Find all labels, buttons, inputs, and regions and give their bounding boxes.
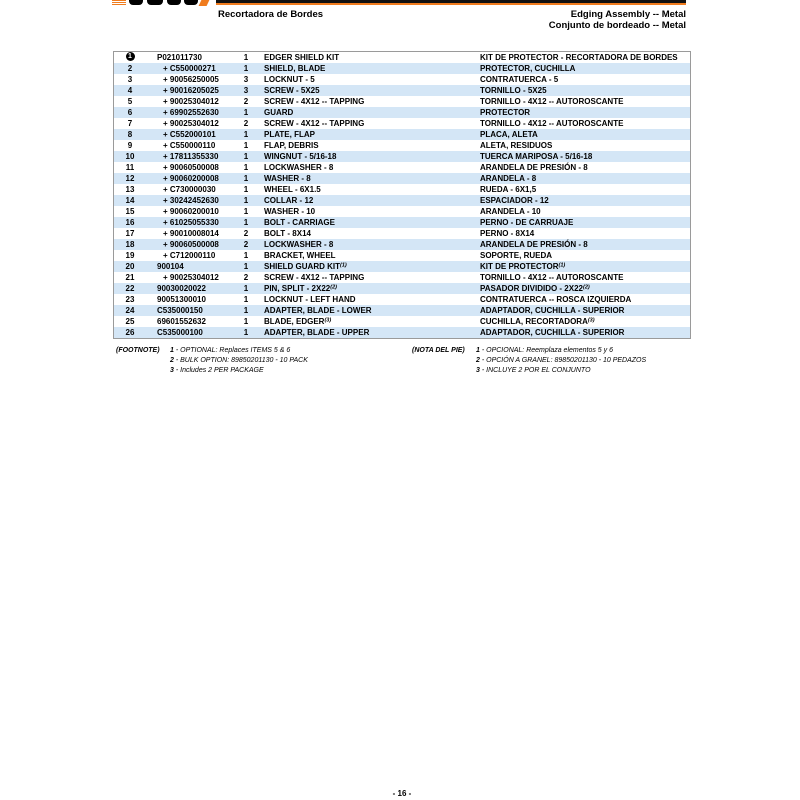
part-number: + 90060500008 xyxy=(163,240,219,249)
table-row xyxy=(114,272,690,283)
table-row xyxy=(114,305,690,316)
page-title: Recortadora de Bordes xyxy=(218,9,324,20)
footnote-number: 2 xyxy=(476,357,480,364)
table-row xyxy=(114,52,690,63)
description-en-text: LOCKNUT - LEFT HAND xyxy=(264,295,356,304)
ref-number-circled: 1 xyxy=(126,52,135,61)
description-en-text: WINGNUT - 5/16-18 xyxy=(264,152,337,161)
description-en-text: WHEEL - 6X1.5 xyxy=(264,185,321,194)
description-es xyxy=(480,96,623,107)
description-en xyxy=(264,283,337,294)
quantity: 1 xyxy=(243,130,249,139)
quantity: 1 xyxy=(243,196,249,205)
description-en-text: LOCKWASHER - 8 xyxy=(264,163,334,172)
part-number: + 90025304012 xyxy=(163,119,219,128)
quantity: 2 xyxy=(243,273,249,282)
description-es-text: PERNO - 8X14 xyxy=(480,229,535,238)
part-number: + 61025055330 xyxy=(163,218,219,227)
ref-number: 13 xyxy=(125,185,135,194)
description-en xyxy=(264,118,364,129)
part-number: + 90060200008 xyxy=(163,174,219,183)
description-en xyxy=(264,316,331,327)
footnote-number: 3 xyxy=(170,367,174,374)
description-en xyxy=(264,250,336,261)
description-es xyxy=(480,327,624,338)
description-en xyxy=(264,206,315,217)
description-en-text: LOCKNUT - 5 xyxy=(264,75,315,84)
table-row xyxy=(114,162,690,173)
footnote-text: - Includes 2 PER PACKAGE xyxy=(175,367,264,374)
description-es xyxy=(480,316,595,327)
part-number: 900104 xyxy=(157,262,184,271)
ref-cell xyxy=(114,52,146,63)
description-es xyxy=(480,184,536,195)
description-en-text: WASHER - 10 xyxy=(264,207,316,216)
part-number: + C550000110 xyxy=(163,141,216,150)
table-row xyxy=(114,118,690,129)
description-es xyxy=(480,261,565,272)
ref-number: 6 xyxy=(127,108,133,117)
description-es-text: CONTRATUERCA - 5 xyxy=(480,75,559,84)
part-number: + C712000110 xyxy=(163,251,216,260)
description-en xyxy=(264,129,315,140)
description-en xyxy=(264,140,319,151)
part-number: C535000100 xyxy=(157,328,203,337)
quantity: 1 xyxy=(243,251,249,260)
quantity: 1 xyxy=(243,108,249,117)
description-es xyxy=(480,294,631,305)
logo-mark xyxy=(147,0,163,5)
table-row xyxy=(114,217,690,228)
description-es xyxy=(480,173,536,184)
description-en xyxy=(264,151,336,162)
description-es xyxy=(480,140,552,151)
table-row xyxy=(114,327,690,338)
description-en-text: EDGER SHIELD KIT xyxy=(264,53,340,62)
part-number: + 17811355330 xyxy=(163,152,219,161)
ref-number: 25 xyxy=(125,317,135,326)
part-number: C535000150 xyxy=(157,306,203,315)
footnote-item xyxy=(170,356,308,366)
ref-number: 15 xyxy=(125,207,135,216)
footnote-list-es xyxy=(476,346,646,376)
description-en-text: GUARD xyxy=(264,108,294,117)
footnote-text: - OPCIÓN A GRANEL: 89850201130 - 10 PEDAZOS xyxy=(481,357,647,364)
part-number: + 90060200010 xyxy=(163,207,219,216)
ref-number: 21 xyxy=(125,273,135,282)
description-en-text: PIN, SPLIT - 2X22 xyxy=(264,284,331,293)
description-en xyxy=(264,173,311,184)
table-row xyxy=(114,173,690,184)
quantity: 1 xyxy=(243,306,249,315)
page-number: - 16 - xyxy=(392,789,412,798)
description-es-text: ARANDELA - 10 xyxy=(480,207,541,216)
description-es-text: PROTECTOR, CUCHILLA xyxy=(480,64,576,73)
description-es-text: RUEDA - 6X1,5 xyxy=(480,185,537,194)
description-en-text: ADAPTER, BLADE - LOWER xyxy=(264,306,372,315)
description-es xyxy=(480,206,541,217)
footnote-number: 3 xyxy=(476,367,480,374)
quantity: 3 xyxy=(243,86,249,95)
table-row xyxy=(114,195,690,206)
description-es-text: PLACA, ALETA xyxy=(480,130,538,139)
ref-number: 2 xyxy=(127,64,133,73)
description-en xyxy=(264,239,333,250)
description-en-text: SHIELD GUARD KIT xyxy=(264,262,340,271)
description-es-text: PROTECTOR xyxy=(480,108,531,117)
quantity: 1 xyxy=(243,295,249,304)
description-en xyxy=(264,195,313,206)
description-es xyxy=(480,239,588,250)
description-es xyxy=(480,52,678,63)
description-en-text: SCREW - 4X12 -- TAPPING xyxy=(264,273,365,282)
description-en-text: ADAPTER, BLADE - UPPER xyxy=(264,328,370,337)
table-row xyxy=(114,140,690,151)
description-es xyxy=(480,250,552,261)
ref-number: 14 xyxy=(125,196,135,205)
description-en xyxy=(264,162,333,173)
description-es-text: ALETA, RESIDUOS xyxy=(480,141,553,150)
footnote-item xyxy=(170,366,308,376)
footnote-number: 1 xyxy=(170,347,174,354)
ref-number: 20 xyxy=(125,262,135,271)
footnote-item xyxy=(476,356,646,366)
footnote-marker: (2) xyxy=(330,284,337,291)
description-en-text: PLATE, FLAP xyxy=(264,130,315,139)
part-number: + 90025304012 xyxy=(163,273,219,282)
part-number: + 90010008014 xyxy=(163,229,219,238)
logo-mark xyxy=(129,0,143,5)
footnote-label-es: (NOTA DEL PIE) xyxy=(412,347,465,354)
quantity: 1 xyxy=(243,141,249,150)
description-es-text: CONTRATUERCA -- ROSCA IZQUIERDA xyxy=(480,295,632,304)
description-en xyxy=(264,305,372,316)
header-accent-line xyxy=(216,3,686,5)
table-row xyxy=(114,283,690,294)
quantity: 1 xyxy=(243,262,249,271)
ref-number: 3 xyxy=(127,75,133,84)
description-es-text: TORNILLO - 4X12 -- AUTOROSCANTE xyxy=(480,273,624,282)
description-en-text: BLADE, EDGER xyxy=(264,317,325,326)
ref-number: 19 xyxy=(125,251,135,260)
brand-logo xyxy=(112,0,210,7)
description-en-text: COLLAR - 12 xyxy=(264,196,314,205)
description-es xyxy=(480,162,588,173)
table-row xyxy=(114,129,690,140)
ref-number: 11 xyxy=(125,163,135,172)
part-number: 90030020022 xyxy=(157,284,206,293)
quantity: 1 xyxy=(243,185,249,194)
description-en-text: SCREW - 5X25 xyxy=(264,86,320,95)
footnote-marker: (1) xyxy=(558,262,566,269)
quantity: 1 xyxy=(243,218,249,227)
description-es xyxy=(480,151,592,162)
footnote-text: - OPCIONAL: Reemplaza elementos 5 y 6 xyxy=(481,347,613,354)
table-row xyxy=(114,184,690,195)
table-row xyxy=(114,294,690,305)
table-row xyxy=(114,239,690,250)
ref-number: 7 xyxy=(127,119,133,128)
description-es xyxy=(480,129,538,140)
description-en xyxy=(264,107,293,118)
description-en-text: SCREW - 4X12 -- TAPPING xyxy=(264,97,365,106)
description-es-text: PASADOR DIVIDIDO - 2X22 xyxy=(480,284,583,293)
table-row xyxy=(114,206,690,217)
table-row xyxy=(114,107,690,118)
ref-number: 9 xyxy=(127,141,133,150)
quantity: 2 xyxy=(243,229,249,238)
description-es-text: KIT DE PROTECTOR xyxy=(480,262,559,271)
description-en xyxy=(264,184,321,195)
footnote-number: 2 xyxy=(170,357,174,364)
ref-number: 8 xyxy=(127,130,133,139)
table-row xyxy=(114,96,690,107)
description-en xyxy=(264,228,311,239)
description-en-text: SHIELD, BLADE xyxy=(264,64,326,73)
quantity: 1 xyxy=(243,163,249,172)
description-es-text: SOPORTE, RUEDA xyxy=(480,251,553,260)
description-es xyxy=(480,118,623,129)
description-es-text: TORNILLO - 4X12 -- AUTOROSCANTE xyxy=(480,97,624,106)
description-en xyxy=(264,74,315,85)
ref-number: 17 xyxy=(125,229,135,238)
table-row xyxy=(114,250,690,261)
description-es-text: ARANDELA DE PRESIÓN - 8 xyxy=(480,163,588,172)
assembly-title xyxy=(549,9,686,31)
description-en xyxy=(264,63,325,74)
description-en xyxy=(264,85,320,96)
footnote-text: - OPTIONAL: Replaces ITEMS 5 & 6 xyxy=(175,347,291,354)
description-en-text: WASHER - 8 xyxy=(264,174,311,183)
footnote-marker: (3) xyxy=(324,317,332,324)
table-row xyxy=(114,228,690,239)
description-en xyxy=(264,52,339,63)
description-en-text: BOLT - 8X14 xyxy=(264,229,311,238)
ref-number: 10 xyxy=(125,152,135,161)
footnote-list-en xyxy=(170,346,308,376)
description-es xyxy=(480,272,623,283)
quantity: 2 xyxy=(243,240,249,249)
ref-number: 12 xyxy=(125,174,135,183)
part-number: + 90060500008 xyxy=(163,163,219,172)
description-es-text: TORNILLO - 5X25 xyxy=(480,86,547,95)
description-es xyxy=(480,107,530,118)
part-number: 90051300010 xyxy=(157,295,206,304)
part-number: + C550000271 xyxy=(163,64,216,73)
description-en-text: LOCKWASHER - 8 xyxy=(264,240,334,249)
ref-number: 16 xyxy=(125,218,135,227)
ref-number: 18 xyxy=(125,240,135,249)
part-number: + 69902552630 xyxy=(163,108,219,117)
ref-number: 23 xyxy=(125,295,135,304)
description-es xyxy=(480,195,549,206)
description-es xyxy=(480,63,575,74)
footnote-text: - BULK OPTION: 89850201130 - 10 PACK xyxy=(175,357,308,364)
logo-stripe xyxy=(112,0,126,1)
table-row xyxy=(114,316,690,327)
logo-stripe xyxy=(112,2,126,3)
table-row xyxy=(114,74,690,85)
part-number: P021011730 xyxy=(157,53,202,62)
description-en xyxy=(264,261,347,272)
description-es xyxy=(480,228,534,239)
description-es-text: CUCHILLA, RECORTADORA xyxy=(480,317,588,326)
ref-number: 24 xyxy=(125,306,135,315)
table-row xyxy=(114,151,690,162)
logo-stripe xyxy=(112,4,126,5)
quantity: 1 xyxy=(243,53,249,62)
part-number: + 90016205025 xyxy=(163,86,219,95)
ref-number: 5 xyxy=(127,97,133,106)
quantity: 1 xyxy=(243,64,249,73)
parts-table xyxy=(114,52,690,338)
assembly-title-en: Edging Assembly -- Metal xyxy=(570,9,686,20)
quantity: 1 xyxy=(243,284,249,293)
description-en xyxy=(264,217,335,228)
description-es-text: ARANDELA - 8 xyxy=(480,174,537,183)
part-number: 69601552632 xyxy=(157,317,206,326)
quantity: 3 xyxy=(243,75,249,84)
quantity: 1 xyxy=(243,152,249,161)
description-en xyxy=(264,96,364,107)
description-es xyxy=(480,85,547,96)
description-en-text: SCREW - 4X12 -- TAPPING xyxy=(264,119,365,128)
description-en-text: FLAP, DEBRIS xyxy=(264,141,319,150)
description-es-text: ADAPTADOR, CUCHILLA - SUPERIOR xyxy=(480,306,625,315)
part-number: + 90056250005 xyxy=(163,75,219,84)
quantity: 1 xyxy=(243,317,249,326)
part-number: + 90025304012 xyxy=(163,97,219,106)
logo-accent xyxy=(199,0,210,6)
description-es xyxy=(480,305,624,316)
assembly-title-es: Conjunto de bordeado -- Metal xyxy=(548,20,686,31)
description-en-text: BRACKET, WHEEL xyxy=(264,251,336,260)
description-es-text: ESPACIADOR - 12 xyxy=(480,196,549,205)
quantity: 1 xyxy=(243,207,249,216)
ref-number: 4 xyxy=(127,86,133,95)
ref-number: 26 xyxy=(125,328,135,337)
description-en xyxy=(264,294,356,305)
footnote-marker: (2) xyxy=(582,284,590,291)
description-es-text: PERNO - DE CARRUAJE xyxy=(480,218,574,227)
description-en xyxy=(264,327,369,338)
description-es-text: ARANDELA DE PRESIÓN - 8 xyxy=(480,240,588,249)
quantity: 2 xyxy=(243,97,249,106)
description-en xyxy=(264,272,364,283)
logo-mark xyxy=(184,0,198,5)
table-row xyxy=(114,85,690,96)
logo-mark xyxy=(167,0,181,5)
footnote-item xyxy=(476,366,646,376)
description-es-text: KIT DE PROTECTOR - RECORTADORA DE BORDES xyxy=(480,53,678,62)
footnote-text: - INCLUYE 2 POR EL CONJUNTO xyxy=(481,367,591,374)
description-en-text: BOLT - CARRIAGE xyxy=(264,218,335,227)
footnote-marker: (3) xyxy=(587,317,595,324)
part-number: + 30242452630 xyxy=(163,196,219,205)
description-es xyxy=(480,217,573,228)
description-es-text: TORNILLO - 4X12 -- AUTOROSCANTE xyxy=(480,119,624,128)
table-row xyxy=(114,63,690,74)
part-number: + C552000101 xyxy=(163,130,216,139)
description-es xyxy=(480,74,558,85)
quantity: 2 xyxy=(243,119,249,128)
quantity: 1 xyxy=(243,328,249,337)
footnote-number: 1 xyxy=(476,347,480,354)
footnote-label-en: (FOOTNOTE) xyxy=(116,347,160,354)
ref-number: 22 xyxy=(125,284,135,293)
part-number: + C730000030 xyxy=(163,185,216,194)
footnote-item xyxy=(476,346,646,356)
quantity: 1 xyxy=(243,174,249,183)
description-es-text: ADAPTADOR, CUCHILLA - SUPERIOR xyxy=(480,328,625,337)
description-es xyxy=(480,283,590,294)
footnote-marker: (1) xyxy=(340,262,347,269)
description-es-text: TUERCA MARIPOSA - 5/16-18 xyxy=(480,152,593,161)
table-row xyxy=(114,261,690,272)
footnote-item xyxy=(170,346,308,356)
